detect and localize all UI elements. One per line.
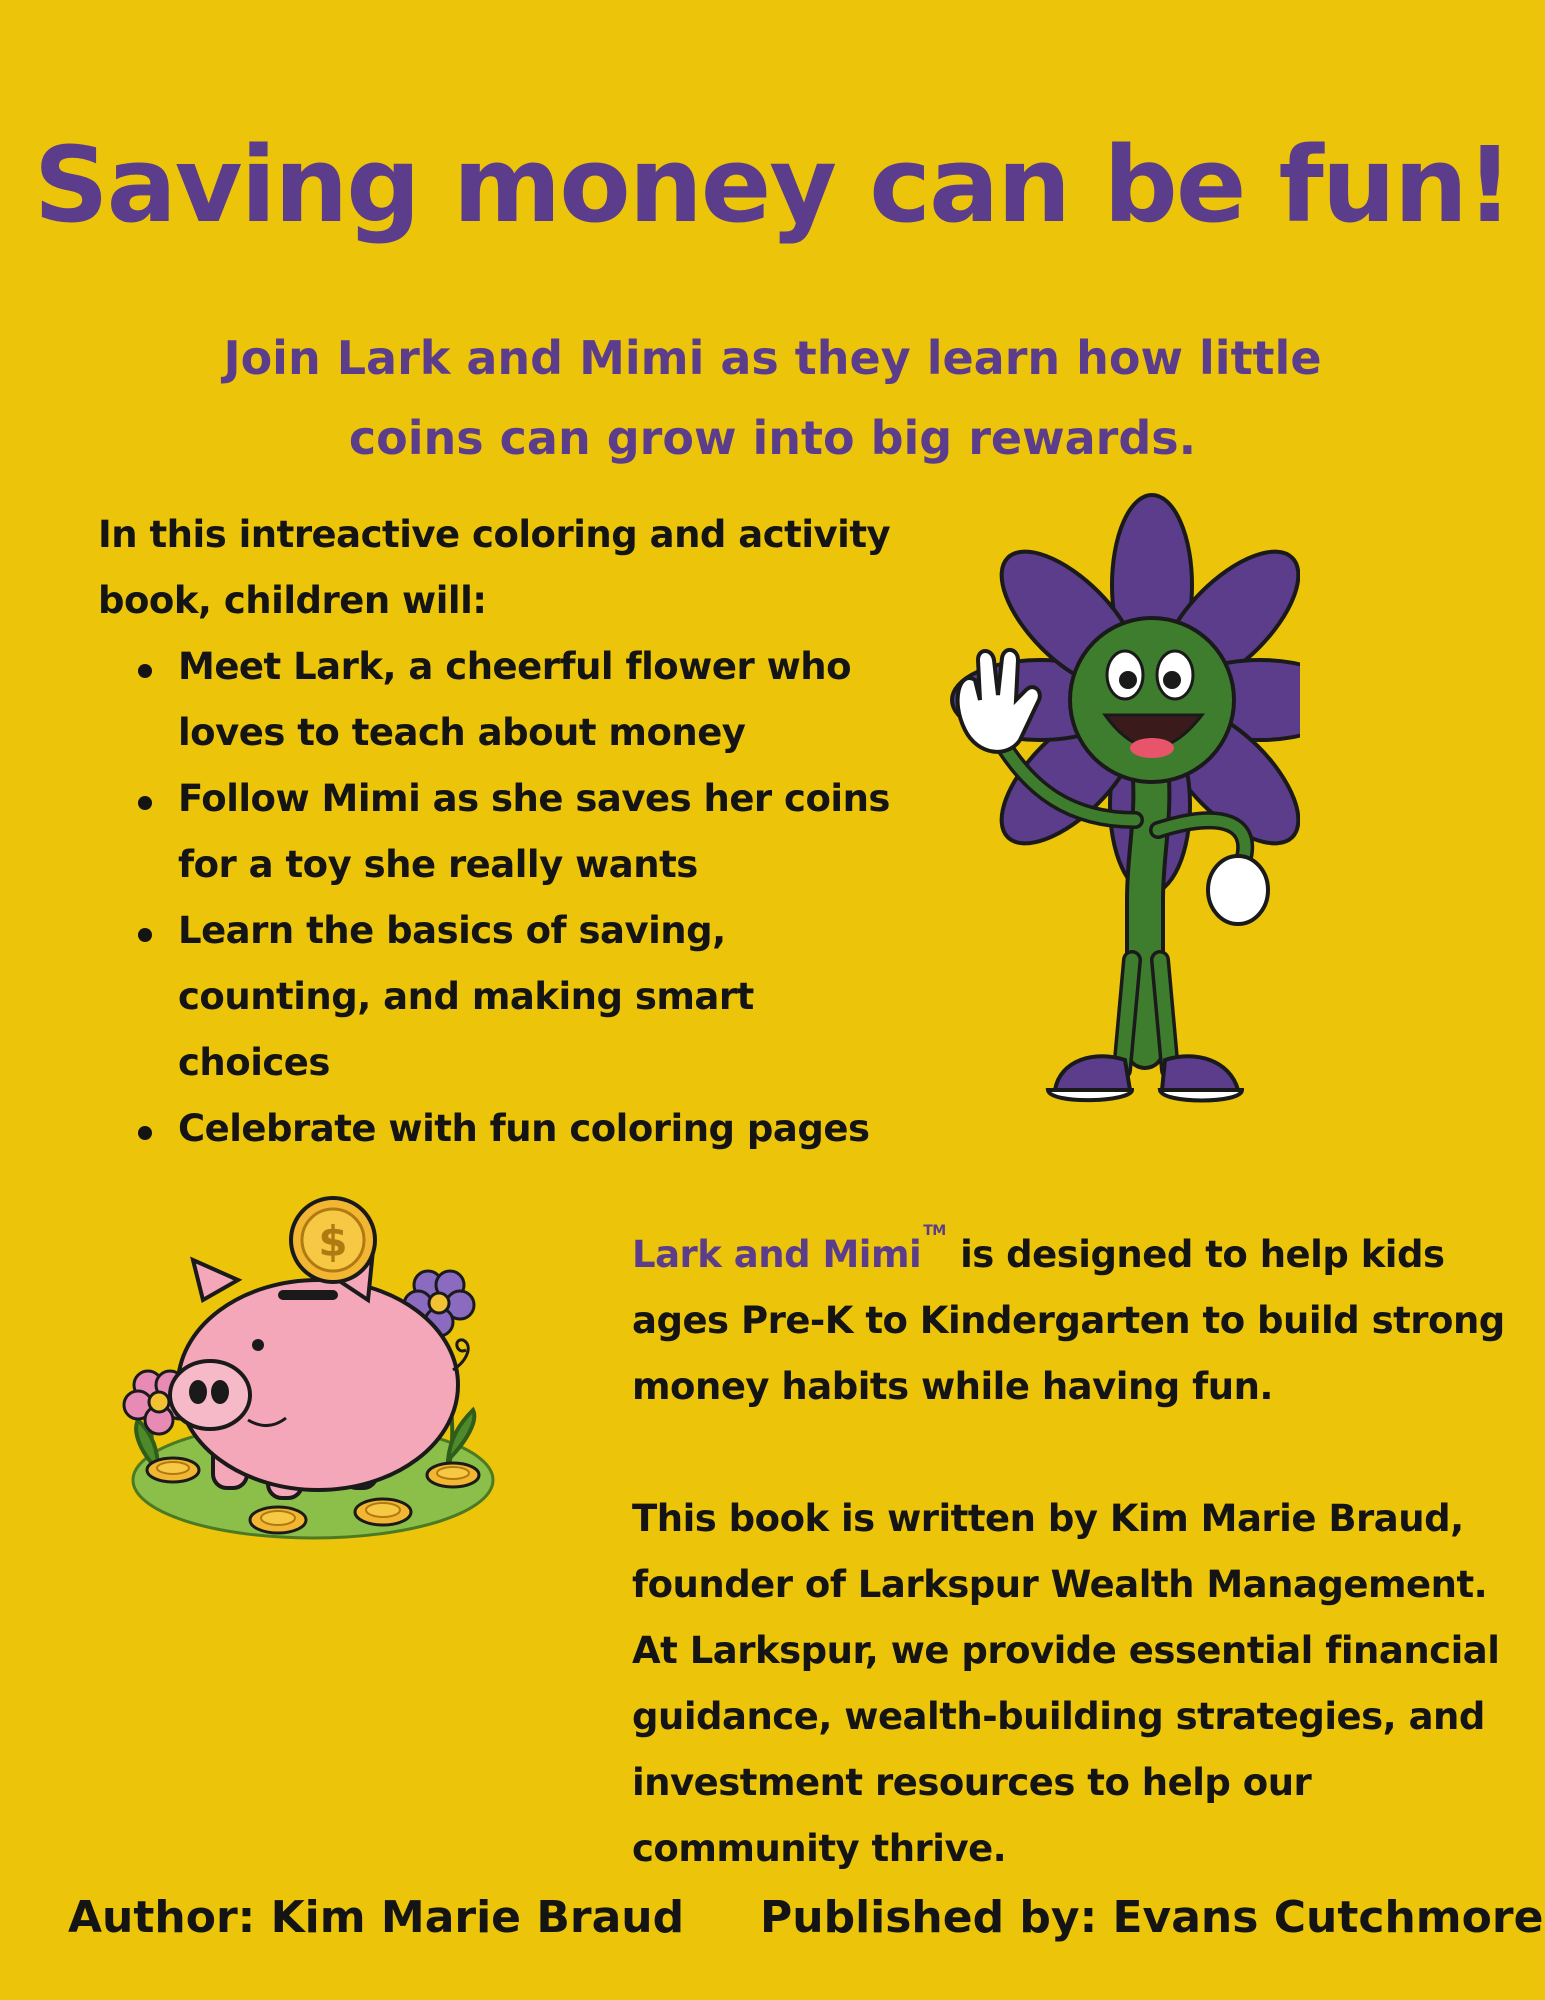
- description-text: is designed to help kids ages Pre-K to Kindergarten to build strong money habits while having fun.: [632, 1233, 1505, 1408]
- dollar-coin-icon: [291, 1198, 375, 1282]
- feature-item-meet-lark: Meet Lark, a cheerful flower who loves to teach about money: [178, 634, 908, 766]
- book-description: [632, 1198, 1512, 1882]
- trademark-symbol: TM: [923, 1223, 946, 1239]
- feature-list: [178, 634, 908, 1162]
- piggy-bank-illustration: [118, 1170, 508, 1550]
- svg-text:$: $: [318, 1217, 348, 1266]
- description-paragraph-1: [632, 1198, 1512, 1420]
- publisher-credit: Published by: Evans Cutchmore: [760, 1892, 1544, 1943]
- feature-item-follow-mimi: Follow Mimi as she saves her coins for a toy she really wants: [178, 766, 908, 898]
- subtitle: [170, 318, 1375, 478]
- description-paragraph-2: This book is written by Kim Marie Braud, founder of Larkspur Wealth Management. At Larkspur, we provide essential financial guidance, wealth-building strategies, and investment resources to help our community thrive.: [632, 1497, 1500, 1870]
- page-title: Saving money can be fun!: [33, 124, 1512, 246]
- brand-name: Lark and Mimi: [632, 1233, 922, 1276]
- author-credit: Author: Kim Marie Braud: [68, 1892, 685, 1943]
- feature-item-learn-basics: Learn the basics of saving, counting, and making smart choices: [178, 898, 908, 1096]
- subtitle-line-1: Join Lark and Mimi as they learn how little: [223, 331, 1322, 385]
- intro-text: In this intreactive coloring and activity book, children will:: [98, 513, 891, 622]
- feature-item-celebrate: Celebrate with fun coloring pages: [178, 1096, 908, 1162]
- lark-flower-illustration: [920, 490, 1300, 1120]
- subtitle-line-2: coins can grow into big rewards.: [348, 411, 1197, 465]
